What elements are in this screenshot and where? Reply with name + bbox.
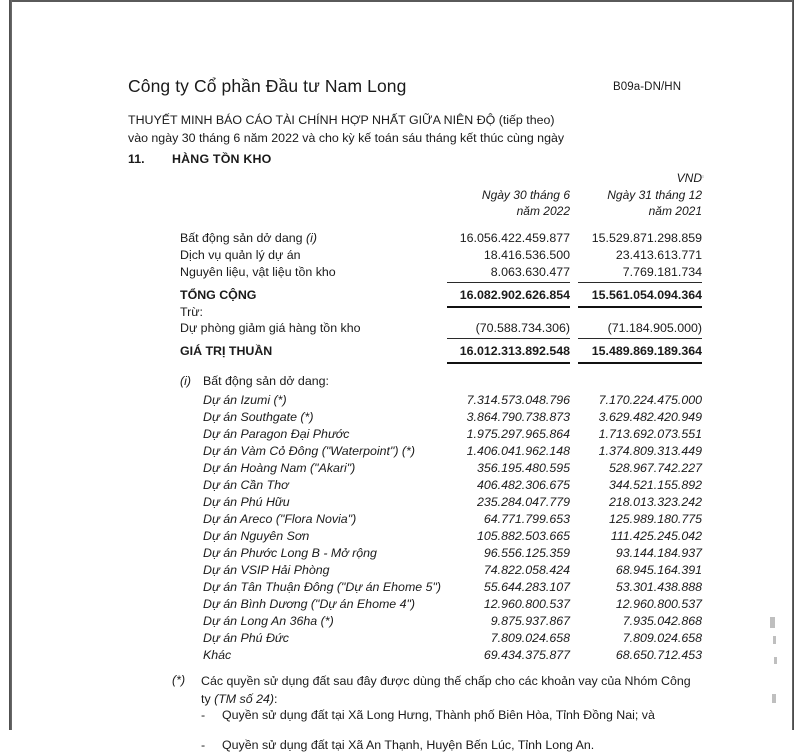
project-row [0, 631, 800, 648]
project-row [0, 478, 800, 495]
row-label: Bất động sản dở dang (i) [180, 231, 317, 245]
table-row [0, 231, 800, 248]
row-value-current: 8.063.630.477 [490, 265, 570, 279]
project-value-current: 1.406.041.962.148 [466, 444, 570, 458]
detail-heading: Bất động sản dở dang: [203, 374, 329, 388]
project-row [0, 393, 800, 410]
project-name: Dự án Cần Thơ [203, 478, 289, 492]
net-value-prior: 15.489.869.189.364 [591, 344, 702, 358]
page-title: Công ty Cổ phần Đầu tư Nam Long [128, 76, 407, 96]
row-value-prior: 7.769.181.734 [622, 265, 702, 279]
project-name: Dự án Izumi (*) [203, 393, 287, 407]
project-name: Dự án Long An 36ha (*) [203, 614, 334, 628]
project-value-prior: 7.170.224.475.000 [598, 393, 702, 407]
project-row [0, 410, 800, 427]
net-value-current: 16.012.313.892.548 [459, 344, 570, 358]
project-value-current: 12.960.800.537 [483, 597, 570, 611]
row-value-current: 16.056.422.459.877 [459, 231, 570, 245]
detail-heading-row [0, 374, 800, 391]
subtitle-line-2: vào ngày 30 tháng 6 năm 2022 và cho kỳ kế toán sáu tháng kết thúc cùng ngày [128, 130, 565, 145]
project-value-prior: 53.301.438.888 [615, 580, 702, 594]
bullet-dash-icon: - [201, 708, 206, 722]
project-value-prior: 344.521.155.892 [608, 478, 702, 492]
project-value-current: 7.809.024.658 [490, 631, 570, 645]
net-rule-current [447, 362, 570, 364]
footnote-text [201, 673, 706, 708]
project-row [0, 580, 800, 597]
project-value-prior: 3.629.482.420.949 [598, 410, 702, 424]
less-label: Trừ: [180, 305, 203, 319]
column-header-prior-line2: năm 2021 [648, 203, 702, 218]
project-value-current: 55.644.283.107 [483, 580, 570, 594]
column-header-current-line2: năm 2022 [516, 203, 570, 218]
provision-value-current: (70.588.734.306) [475, 321, 570, 335]
project-name: Dự án Areco ("Flora Novia") [203, 512, 357, 526]
project-value-current: 7.314.573.048.796 [466, 393, 570, 407]
row-value-prior: 15.529.871.298.859 [591, 231, 702, 245]
less-row [0, 305, 800, 322]
project-value-current: 3.864.790.738.873 [466, 410, 570, 424]
subtitle-line-1: THUYẾT MINH BÁO CÁO TÀI CHÍNH HỢP NHẤT GIỮA NIÊN ĐỘ (tiếp theo) [128, 113, 555, 127]
project-row [0, 444, 800, 461]
column-header-current-line1: Ngày 30 tháng 6 [481, 188, 570, 202]
project-row [0, 461, 800, 478]
provision-rule-current [447, 338, 570, 339]
provision-rule-prior [578, 338, 702, 339]
page-edge-top [9, 0, 794, 2]
total-row [0, 288, 800, 305]
project-value-current: 406.482.306.675 [476, 478, 570, 492]
project-row [0, 563, 800, 580]
project-value-current: 356.195.480.595 [476, 461, 570, 475]
bullet-dash-icon: - [201, 738, 206, 752]
provision-value-prior: (71.184.905.000) [607, 321, 702, 335]
project-value-current: 9.875.937.867 [490, 614, 570, 628]
footnote-bullet-item: Quyền sử dụng đất tại Xã Long Hưng, Thành phố Biên Hòa, Tỉnh Đồng Nai; và [222, 708, 655, 722]
project-value-current: 69.434.375.877 [483, 648, 570, 662]
provision-label: Dự phòng giảm giá hàng tồn kho [180, 321, 361, 335]
project-name: Dự án Vàm Cỏ Đông ("Waterpoint") (*) [203, 444, 415, 458]
footnote-marker: (*) [172, 673, 186, 687]
net-row [0, 344, 800, 361]
document-subtitle [128, 112, 564, 147]
currency-label: VND [676, 171, 702, 185]
project-name: Dự án Southgate (*) [203, 410, 314, 424]
row-value-prior: 23.413.613.771 [615, 248, 702, 262]
project-value-current: 64.771.799.653 [483, 512, 570, 526]
row-label-ref: (i) [305, 231, 317, 245]
table-row [0, 248, 800, 265]
row-value-current: 18.416.536.500 [483, 248, 570, 262]
subtotal-rule-prior [578, 282, 702, 283]
form-code: B09a-DN/HN [613, 81, 682, 93]
project-value-prior: 68.650.712.453 [615, 648, 702, 662]
project-value-prior: 528.967.742.227 [608, 461, 702, 475]
net-rule-prior [578, 362, 702, 364]
project-value-prior: 68.945.164.391 [615, 563, 702, 577]
project-name: Dự án VSIP Hải Phòng [203, 563, 330, 577]
project-name: Dự án Bình Dương ("Dự án Ehome 4") [203, 597, 416, 611]
net-label: GIÁ TRỊ THUẦN [180, 344, 273, 358]
footnote-line-2-plain: ty [201, 691, 215, 706]
project-name: Dự án Nguyên Sơn [203, 529, 310, 543]
footnote-line-2-ref: (TM số 24) [214, 691, 274, 706]
project-value-prior: 1.374.809.313.449 [598, 444, 702, 458]
project-row [0, 546, 800, 563]
total-value-prior: 15.561.054.094.364 [591, 288, 702, 302]
detail-marker: (i) [180, 374, 192, 388]
project-value-prior: 218.013.323.242 [608, 495, 702, 509]
column-header-prior-line1: Ngày 31 tháng 12 [607, 188, 702, 202]
project-name: Dự án Hoàng Nam ("Akari") [203, 461, 356, 475]
row-label: Dịch vụ quản lý dự án [180, 248, 301, 262]
note-title: HÀNG TỒN KHO [172, 152, 272, 166]
project-row [0, 427, 800, 444]
table-row [0, 265, 800, 282]
project-value-current: 235.284.047.779 [476, 495, 570, 509]
total-value-current: 16.082.902.626.854 [459, 288, 570, 302]
project-name: Dự án Phú Đức [203, 631, 289, 645]
project-name: Khác [203, 648, 232, 662]
footnote-line-1: Các quyền sử dụng đất sau đây được dùng thế chấp cho các khoản vay của Nhóm Công [201, 674, 691, 688]
project-value-current: 96.556.125.359 [483, 546, 570, 560]
project-value-current: 74.822.058.424 [483, 563, 570, 577]
project-row [0, 614, 800, 631]
project-value-current: 1.975.297.965.864 [466, 427, 570, 441]
project-value-prior: 111.425.245.042 [610, 529, 702, 543]
project-value-prior: 1.713.692.073.551 [598, 427, 702, 441]
row-label: Nguyên liệu, vật liệu tồn kho [180, 265, 336, 279]
project-row [0, 529, 800, 546]
project-row [0, 512, 800, 529]
project-value-prior: 12.960.800.537 [615, 597, 702, 611]
footnote-bullet-item: Quyền sử dụng đất tại Xã An Thạnh, Huyện Bến Lúc, Tỉnh Long An. [222, 738, 595, 752]
project-value-prior: 125.989.180.775 [608, 512, 702, 526]
provision-row [0, 321, 800, 338]
project-name: Dự án Phước Long B - Mở rộng [203, 546, 377, 560]
project-row [0, 495, 800, 512]
project-row [0, 597, 800, 614]
footnote-line-2-end: : [274, 691, 278, 706]
total-label: TỔNG CỘNG [180, 288, 257, 302]
project-name: Dự án Phú Hữu [203, 495, 290, 509]
project-row [0, 648, 800, 665]
project-name: Dự án Tân Thuận Đông ("Dự án Ehome 5") [203, 580, 442, 594]
scan-speck [772, 694, 776, 703]
project-value-prior: 7.935.042.868 [622, 614, 702, 628]
project-name: Dự án Paragon Đại Phước [203, 427, 350, 441]
project-value-prior: 7.809.024.658 [622, 631, 702, 645]
subtotal-rule-current [447, 282, 570, 283]
project-value-prior: 93.144.184.937 [615, 546, 702, 560]
project-value-current: 105.882.503.665 [476, 529, 570, 543]
column-header-prior [512, 188, 702, 219]
note-number: 11. [128, 152, 145, 166]
